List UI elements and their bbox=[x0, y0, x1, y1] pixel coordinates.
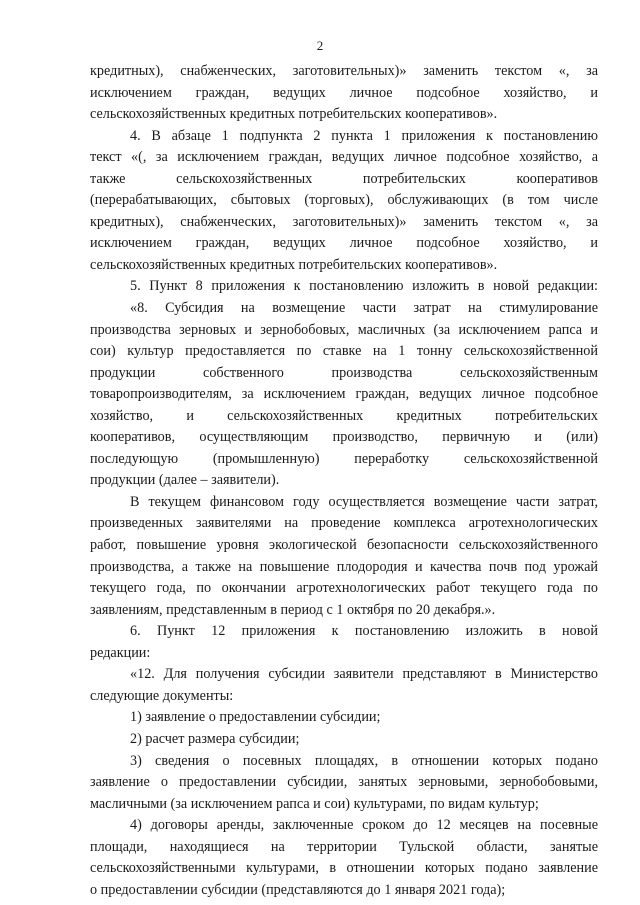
text-line: производства зерновых и зернобобовых, масличных (за исключением рапса и bbox=[90, 321, 598, 338]
text-line: площади, находящиеся на территории Тульской области, занятые bbox=[90, 838, 598, 855]
text-line: «12. Для получения субсидии заявители представляют в Министерство bbox=[130, 666, 598, 683]
text-line: «8. Субсидия на возмещение части затрат на стимулирование bbox=[130, 300, 598, 317]
text-line: продукции (далее – заявители). bbox=[90, 472, 280, 489]
text-line: 1) заявление о предоставлении субсидии; bbox=[130, 709, 381, 726]
text-line: (перерабатывающих, сбытовых (торговых), обслуживающих (в том числе bbox=[90, 192, 598, 209]
text-line: кредитных), снабженческих, заготовительных)» заменить текстом «, за bbox=[90, 63, 598, 79]
text-line: сои) культур предоставляется по ставке на 1 тонну сельскохозяйственной bbox=[90, 343, 598, 360]
text-line: исключением граждан, ведущих личное подсобное хозяйство, и bbox=[90, 84, 598, 101]
text-line: сельскохозяйственными культурами, в отношении которых подано заявление bbox=[90, 860, 598, 877]
text-line: сельскохозяйственных кредитных потребительских кооперативов». bbox=[90, 256, 498, 273]
text-line: последующую (промышленную) переработку сельскохозяйственной bbox=[90, 450, 598, 467]
text-line: заявлениям, представленным в период с 1 октября по 20 декабря.». bbox=[90, 601, 496, 618]
text-line: исключением граждан, ведущих личное подсобное хозяйство, и bbox=[90, 235, 598, 252]
text-line: редакции: bbox=[90, 644, 151, 661]
text-line: В текущем финансовом году осуществляется возмещение части затрат, bbox=[130, 493, 598, 510]
text-line: 4. В абзаце 1 подпункта 2 пункта 1 приложения к постановлению bbox=[130, 127, 598, 144]
text-line: текущего года, по окончании агротехнологических работ текущего года по bbox=[90, 580, 598, 597]
text-line: 2) расчет размера субсидии; bbox=[130, 730, 300, 747]
page-number: 2 bbox=[316, 38, 324, 53]
text-line: текст «(, за исключением граждан, ведущих личное подсобное хозяйство, а bbox=[90, 149, 598, 166]
text-line: кооперативов, осуществляющим производство, первичную и (или) bbox=[90, 429, 598, 446]
text-line: произведенных заявителями на проведение комплекса агротехнологических bbox=[90, 515, 598, 532]
text-line: продукции собственного производства сельскохозяйственным bbox=[90, 364, 598, 381]
text-line: также сельскохозяйственных потребительских кооперативов bbox=[90, 170, 598, 187]
text-line: 4) договоры аренды, заключенные сроком до 12 месяцев на посевные bbox=[130, 817, 598, 834]
text-line: масличными (за исключением рапса и сои) культурами, по видам культур; bbox=[90, 795, 539, 812]
text-line: следующие документы: bbox=[90, 687, 234, 704]
text-line: 5. Пункт 8 приложения к постановлению изложить в новой редакции: bbox=[130, 278, 598, 295]
text-line: товаропроизводителям, за исключением граждан, ведущих личное подсобное bbox=[90, 386, 598, 403]
text-line: заявление о предоставлении субсидии, занятых зерновыми, зернобобовыми, bbox=[90, 774, 598, 791]
text-line: о предоставлении субсидии (представляются до 1 января 2021 года); bbox=[90, 881, 506, 898]
text-line: производства, а также на повышение плодородия и качества почв под урожай bbox=[90, 558, 598, 575]
document-body bbox=[90, 61, 598, 901]
text-line: 6. Пункт 12 приложения к постановлению изложить в новой bbox=[130, 623, 598, 640]
text-line: кредитных), снабженческих, заготовительных)» заменить текстом «, за bbox=[90, 213, 598, 230]
text-line: работ, повышение уровня экологической безопасности сельскохозяйственного bbox=[90, 537, 598, 554]
text-line: сельскохозяйственных кредитных потребительских кооперативов». bbox=[90, 106, 498, 123]
text-line: 3) сведения о посевных площадях, в отношении которых подано bbox=[130, 752, 598, 769]
text-line: хозяйство, и сельскохозяйственных кредитных потребительских bbox=[90, 407, 598, 424]
